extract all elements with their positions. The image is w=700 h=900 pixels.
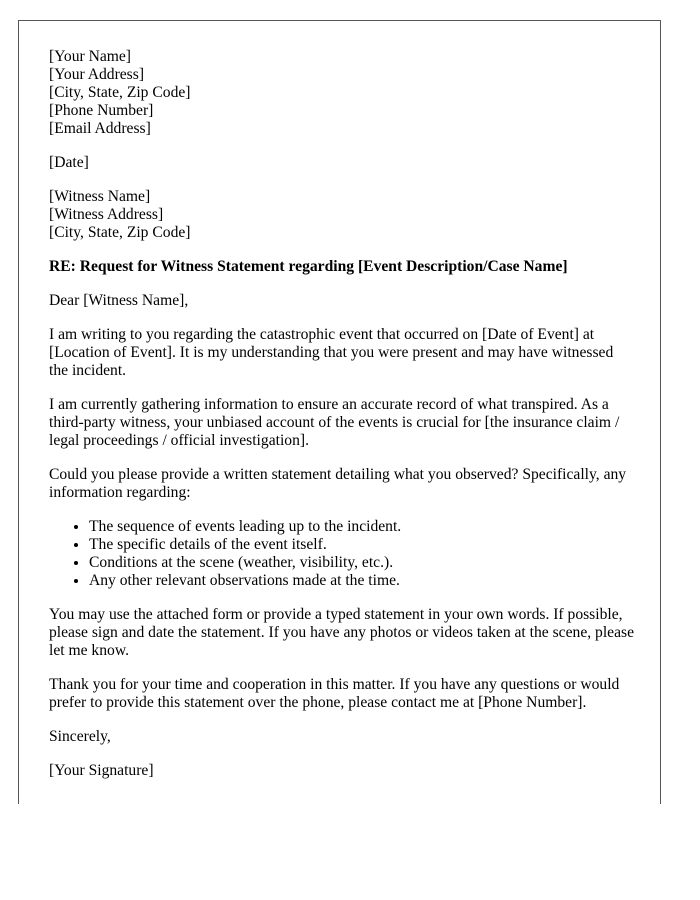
sender-email: [Email Address] — [49, 120, 151, 137]
recipient-address: [Witness Address] — [49, 206, 164, 223]
body-paragraph-2: I am currently gathering information to ensure an accurate record of what transpired. As a third-party witness, your unbiased account of the events is crucial for [the insurance claim / legal proceedings / official investigation]. — [49, 396, 620, 449]
list-item: • Any other relevant observations made at the time. — [89, 572, 634, 590]
signature: [Your Signature] — [49, 762, 154, 779]
list-item: • The sequence of events leading up to the incident. — [89, 518, 634, 536]
salutation: Dear [Witness Name], — [49, 292, 189, 309]
sender-address: [Your Address] — [49, 66, 145, 83]
letter-page — [18, 20, 661, 804]
date-block — [49, 154, 634, 172]
recipient-city-state-zip: [City, State, Zip Code] — [49, 224, 191, 241]
list-item: • The specific details of the event itself. — [89, 536, 634, 554]
body-paragraph-1: I am writing to you regarding the catastrophic event that occurred on [Date of Event] at [Location of Event]. It is my understanding that you were present and may have witnessed the incident. — [49, 326, 614, 379]
observation-list — [49, 518, 634, 590]
subject-line: RE: Request for Witness Statement regarding [Event Description/Case Name] — [49, 258, 568, 275]
body-paragraph-3: Could you please provide a written statement detailing what you observed? Specifically, any information regarding: — [49, 466, 627, 501]
letter-date: [Date] — [49, 154, 89, 171]
signoff: Sincerely, — [49, 728, 111, 745]
letter-content — [49, 48, 634, 796]
sender-block — [49, 48, 634, 138]
closing-paragraph-2: Thank you for your time and cooperation in this matter. If you have any questions or would prefer to provide this statement over the phone, please contact me at [Phone Number]. — [49, 676, 620, 711]
sender-phone: [Phone Number] — [49, 102, 154, 119]
sender-name: [Your Name] — [49, 48, 132, 65]
sender-city-state-zip: [City, State, Zip Code] — [49, 84, 191, 101]
recipient-block — [49, 188, 634, 242]
closing-paragraph-1: You may use the attached form or provide a typed statement in your own words. If possible, please sign and date the statement. If you have any photos or videos taken at the scene, please let me know. — [49, 606, 635, 659]
recipient-name: [Witness Name] — [49, 188, 151, 205]
list-item: • Conditions at the scene (weather, visibility, etc.). — [89, 554, 634, 572]
